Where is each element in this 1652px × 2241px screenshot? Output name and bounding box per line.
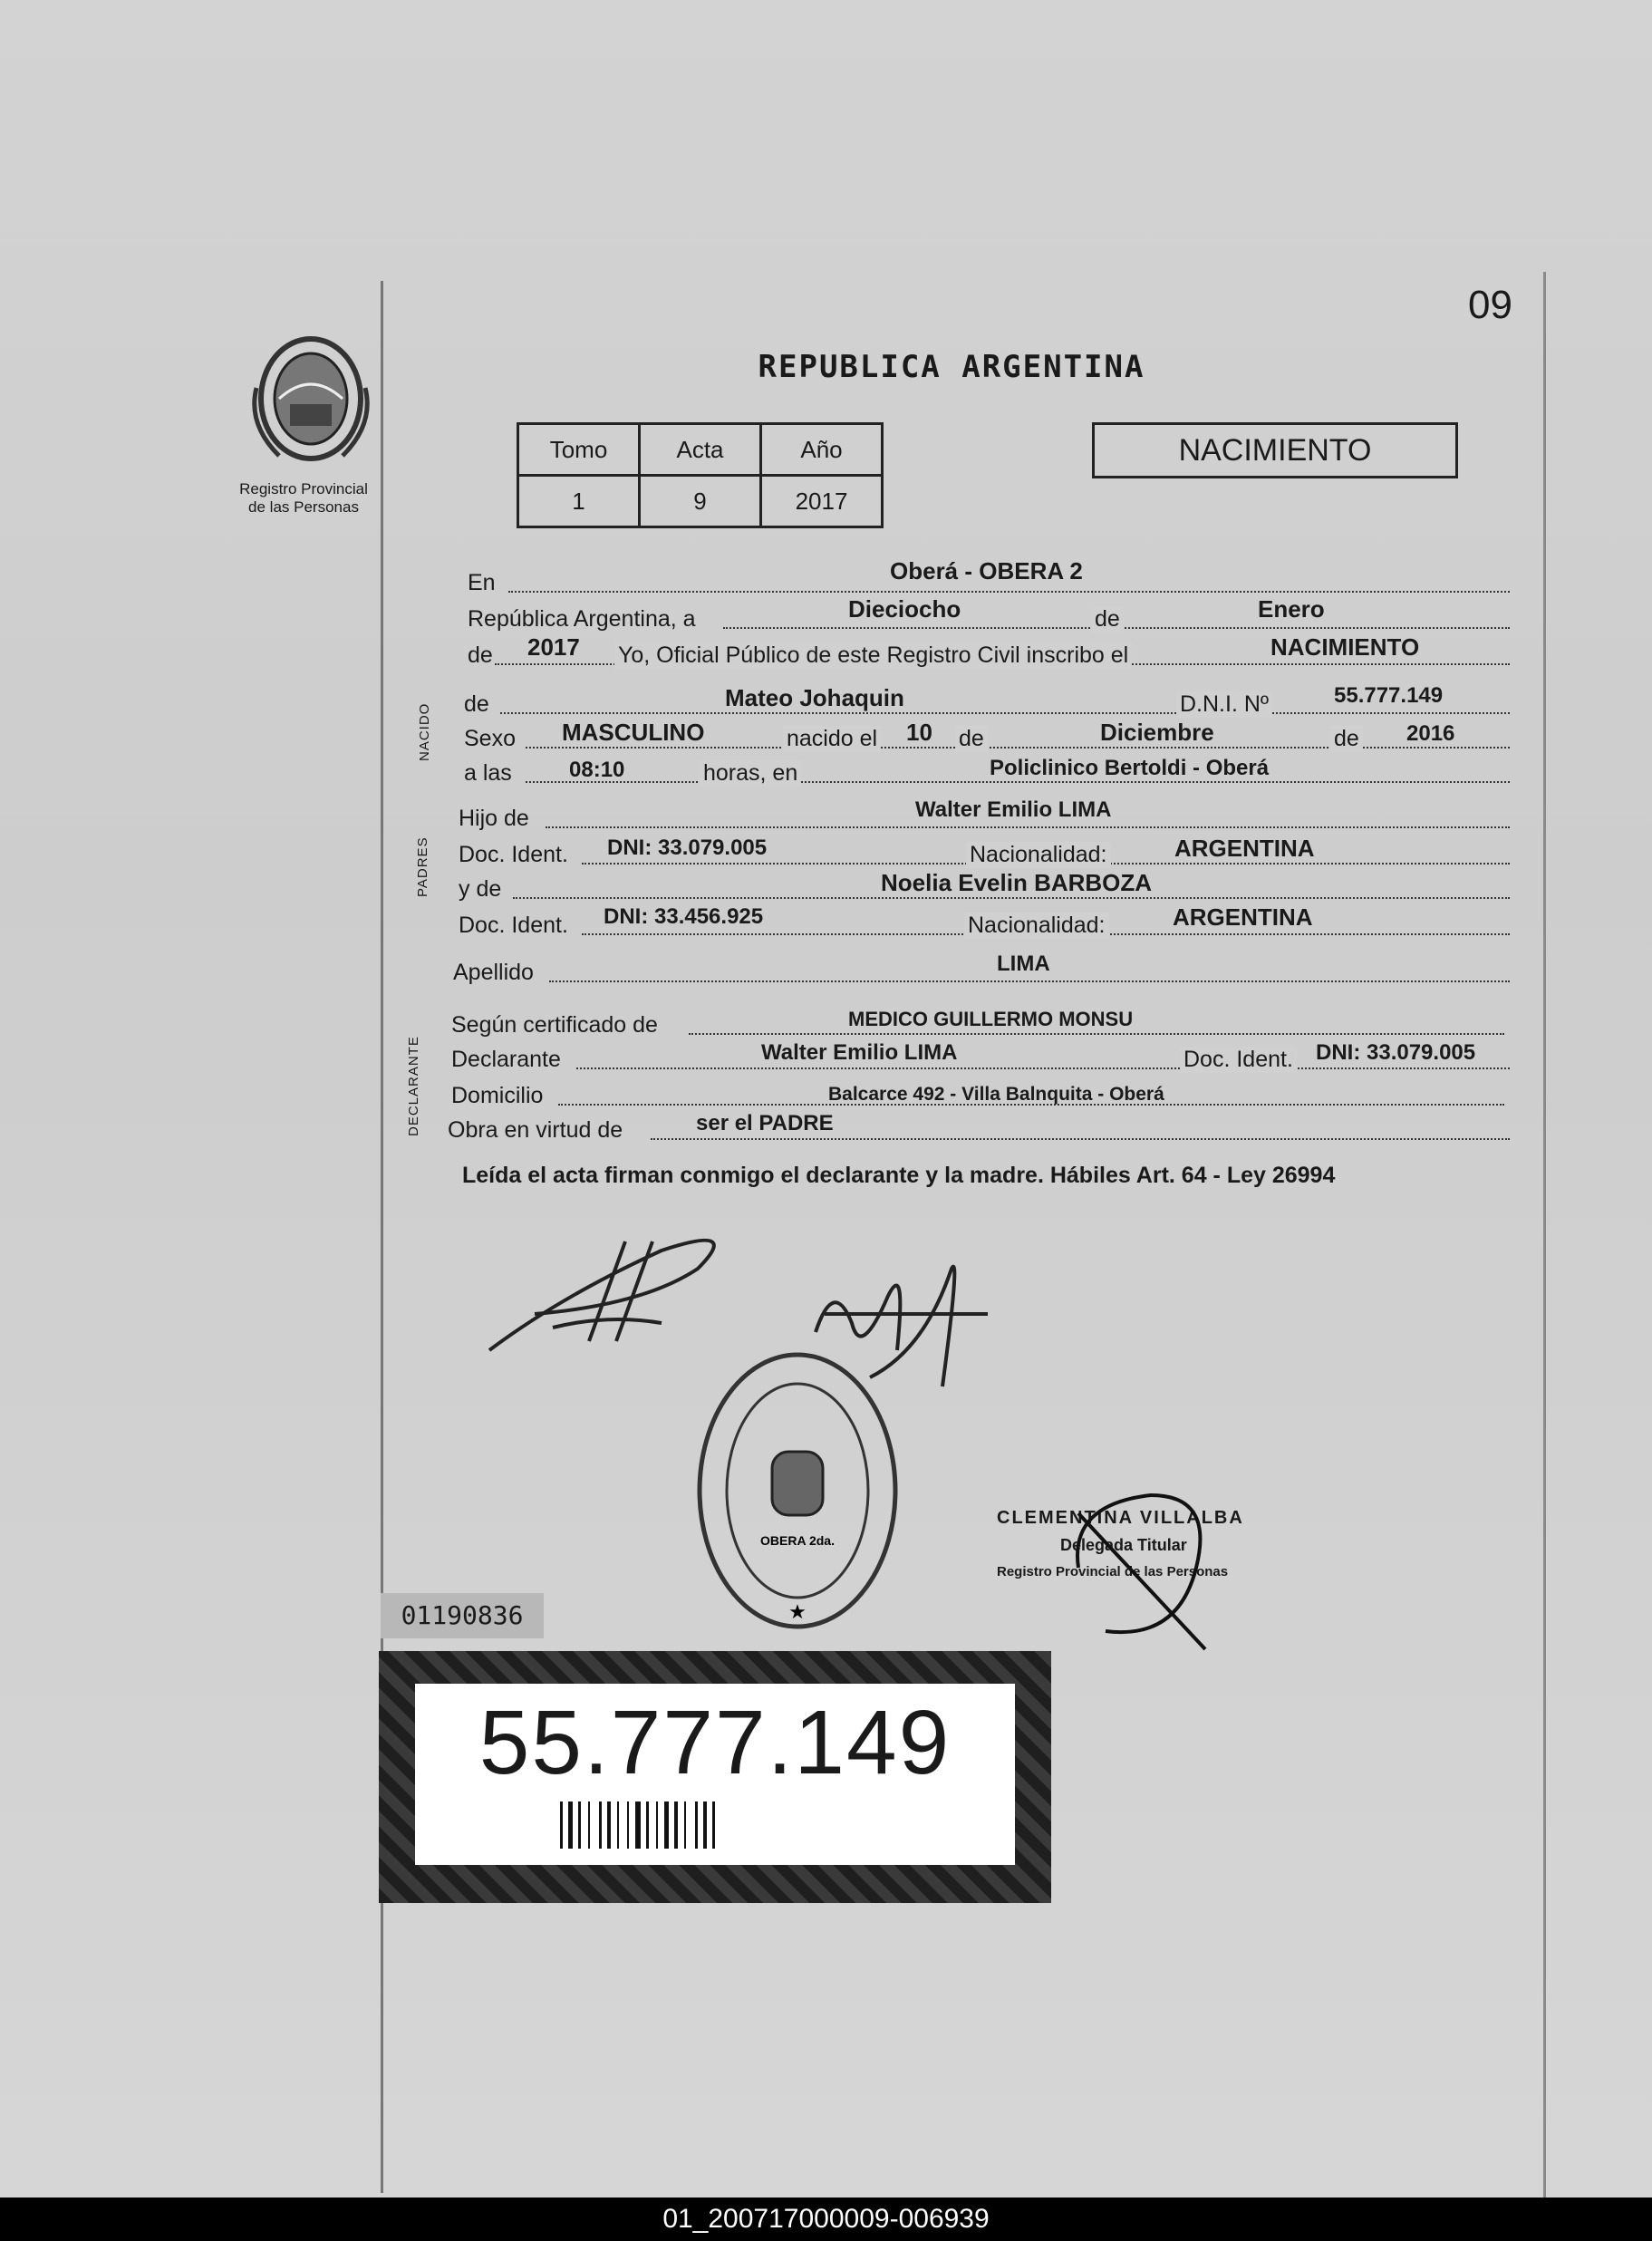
value-dni: 55.777.149	[1334, 683, 1444, 708]
line-republica	[468, 596, 1510, 636]
barcode-bar	[684, 1801, 686, 1849]
value-sexo: MASCULINO	[562, 719, 705, 746]
value-mother-doc: DNI: 33.456.925	[604, 904, 764, 929]
closing-note: Leída el acta firman conmigo el declarante y la madre. Hábiles Art. 64 - Ley 26994	[462, 1163, 1336, 1188]
emblem-caption	[199, 480, 408, 517]
value-father-nationality: ARGENTINA	[1174, 835, 1315, 862]
value-year: 2017	[527, 633, 580, 661]
barcode-bar	[588, 1801, 590, 1849]
label-en: En	[468, 570, 496, 595]
label-nacionalidad-padre: Nacionalidad:	[966, 842, 1111, 868]
barcode-bar	[656, 1801, 658, 1849]
value-obra: ser el PADRE	[696, 1111, 834, 1135]
value-inscribo: NACIMIENTO	[1270, 633, 1420, 661]
page-number: 09	[1468, 283, 1512, 327]
label-a-las: a las	[464, 760, 512, 786]
svg-text:★: ★	[788, 1601, 807, 1624]
barcode-bar	[578, 1801, 581, 1849]
province-emblem-icon	[243, 333, 379, 469]
barcode-bar	[560, 1801, 563, 1849]
line-obra	[448, 1107, 1510, 1147]
dotted-rule	[513, 897, 1510, 899]
value-birth-day: 10	[906, 719, 932, 746]
label-horas-en: horas, en	[700, 760, 801, 787]
value-name: Mateo Johaquin	[725, 684, 904, 711]
label-dni: D.N.I. Nº	[1176, 691, 1272, 718]
header-anio: Año	[761, 424, 883, 476]
dotted-rule	[689, 1033, 1504, 1035]
dotted-rule	[526, 781, 1510, 783]
left-margin-rule	[381, 281, 383, 2193]
label-apellido: Apellido	[453, 960, 534, 985]
dni-sticker	[379, 1651, 1051, 1903]
value-birth-year: 2016	[1406, 721, 1455, 746]
value-month: Enero	[1258, 595, 1325, 623]
value-place: Policlinico Bertoldi - Oberá	[990, 756, 1270, 780]
label-declarante: Declarante	[451, 1047, 561, 1072]
section-padres: PADRES	[415, 836, 430, 897]
value-mother: Noelia Evelin BARBOZA	[881, 869, 1153, 896]
label-doc-madre: Doc. Ident.	[459, 913, 568, 938]
line-en	[468, 557, 1510, 600]
dotted-rule	[500, 712, 1510, 714]
country-title: REPUBLICA ARGENTINA	[758, 349, 1145, 385]
barcode-bar	[607, 1801, 611, 1849]
dotted-rule	[546, 826, 1510, 828]
line-hora	[464, 750, 1510, 790]
declarant-signature-icon	[480, 1214, 743, 1359]
label-de-birth: de	[955, 726, 988, 752]
label-certificado: Según certificado de	[451, 1012, 658, 1038]
official-name: CLEMENTINA VILLALBA	[997, 1508, 1244, 1528]
section-nacido: NACIDO	[417, 702, 432, 761]
dotted-rule	[549, 980, 1510, 982]
registry-seal-icon	[689, 1341, 906, 1640]
label-nacionalidad-madre: Nacionalidad:	[964, 913, 1109, 939]
emblem-caption-line-2: de las Personas	[248, 498, 359, 516]
value-declarante-doc: DNI: 33.079.005	[1316, 1040, 1476, 1065]
value-certificado: MEDICO GUILLERMO MONSU	[848, 1008, 1134, 1030]
svg-text:OBERA 2da.: OBERA 2da.	[760, 1533, 835, 1548]
line-declarante	[451, 1037, 1510, 1077]
value-birth-month: Diciembre	[1100, 719, 1214, 746]
barcode-bar	[674, 1801, 678, 1849]
right-margin-rule	[1543, 272, 1546, 2198]
barcode-bar	[703, 1801, 707, 1849]
barcode-bar	[627, 1801, 629, 1849]
section-declarante: DECLARANTE	[406, 1036, 421, 1136]
line-padre	[459, 796, 1510, 836]
value-tomo: 1	[518, 476, 640, 527]
label-de-name: de	[464, 691, 489, 717]
barcode-bar	[635, 1801, 641, 1849]
barcode-bar	[646, 1801, 649, 1849]
value-father-doc: DNI: 33.079.005	[607, 836, 768, 860]
dotted-rule	[651, 1138, 1510, 1140]
registry-table-value-row	[518, 476, 883, 527]
label-hijo-de: Hijo de	[459, 806, 529, 831]
header-acta: Acta	[640, 424, 761, 476]
label-inscribo: Yo, Oficial Público de este Registro Civil inscribo el	[614, 642, 1132, 669]
file-footer: 01_200717000009-006939	[0, 2198, 1652, 2241]
barcode-bar	[712, 1801, 715, 1849]
dotted-rule	[508, 591, 1510, 593]
label-de-birth-year: de	[1330, 726, 1363, 752]
line-apellido	[453, 950, 1510, 990]
barcode-bar	[695, 1801, 698, 1849]
value-apellido: LIMA	[997, 951, 1050, 976]
value-domicilio: Balcarce 492 - Villa Balnquita - Oberá	[828, 1084, 1164, 1105]
dni-sticker-panel	[415, 1684, 1015, 1865]
official-office: Registro Provincial de las Personas	[997, 1564, 1229, 1579]
serial-number: 01190836	[381, 1593, 544, 1638]
value-time: 08:10	[569, 758, 625, 782]
line-inscribo	[468, 633, 1510, 672]
label-doc-padre: Doc. Ident.	[459, 842, 568, 867]
barcode-bar	[568, 1801, 573, 1849]
official-title: Delegada Titular	[1060, 1536, 1187, 1554]
label-nacido-el: nacido el	[783, 726, 881, 752]
label-sexo: Sexo	[464, 726, 516, 751]
label-de: de	[1091, 606, 1124, 633]
value-anio: 2017	[761, 476, 883, 527]
barcode-icon	[560, 1801, 868, 1849]
official-signature-icon	[1051, 1477, 1232, 1658]
registry-table	[517, 422, 884, 528]
dni-sticker-number: 55.777.149	[478, 1692, 952, 1793]
registry-table-header-row	[518, 424, 883, 476]
barcode-bar	[617, 1801, 619, 1849]
label-obra: Obra en virtud de	[448, 1117, 623, 1143]
emblem-caption-line-1: Registro Provincial	[239, 480, 368, 497]
value-acta: 9	[640, 476, 761, 527]
act-type-box: NACIMIENTO	[1092, 422, 1458, 478]
value-day: Dieciocho	[848, 595, 961, 623]
barcode-bar	[664, 1801, 669, 1849]
dotted-rule	[576, 1067, 1510, 1069]
value-father: Walter Emilio LIMA	[915, 797, 1112, 822]
label-domicilio: Domicilio	[451, 1083, 544, 1108]
label-republica: República Argentina, a	[468, 606, 696, 632]
barcode-bar	[599, 1801, 602, 1849]
line-madre	[459, 866, 1510, 906]
value-en: Oberá - OBERA 2	[890, 557, 1083, 584]
value-mother-nationality: ARGENTINA	[1173, 903, 1313, 931]
value-declarante: Walter Emilio LIMA	[761, 1040, 958, 1065]
label-de-year: de	[468, 642, 493, 668]
label-y-de: y de	[459, 876, 502, 902]
line-madre-doc	[459, 903, 1510, 942]
label-doc-declarante: Doc. Ident.	[1180, 1047, 1297, 1073]
header-tomo: Tomo	[518, 424, 640, 476]
